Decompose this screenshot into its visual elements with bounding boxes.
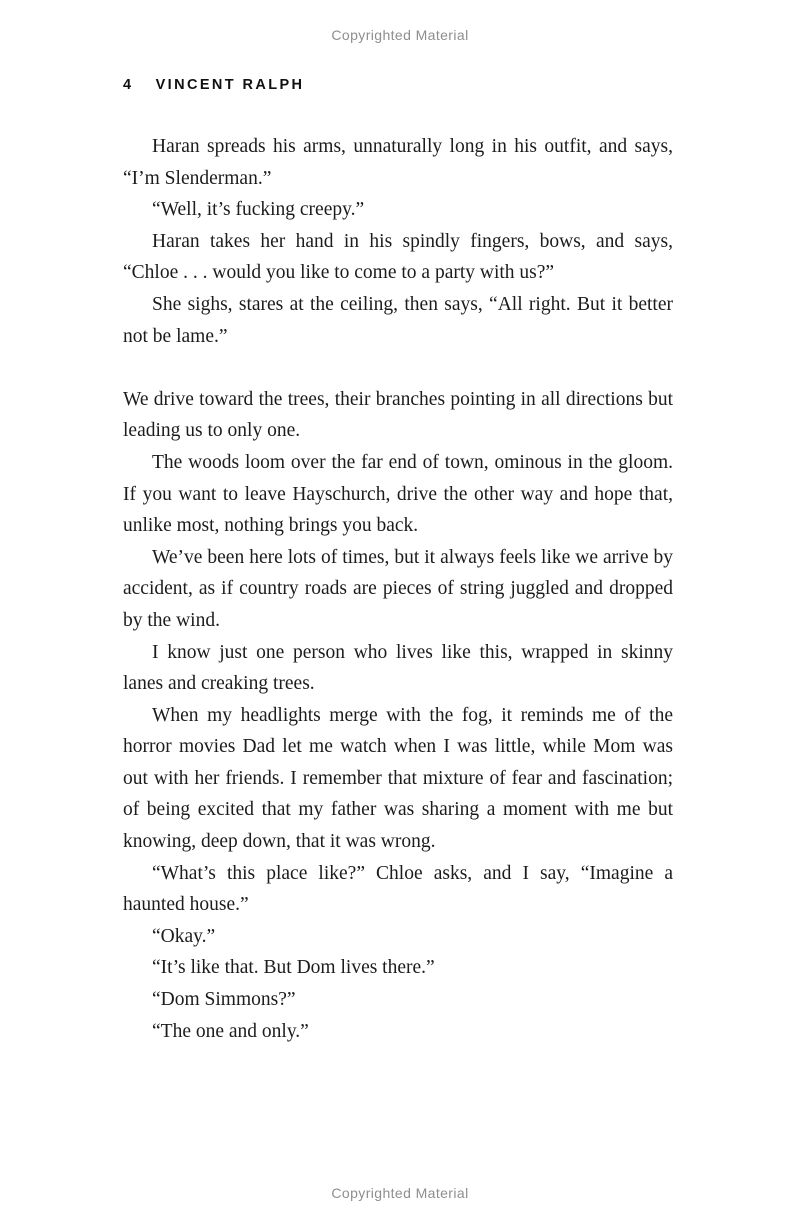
copyright-notice-top: Copyrighted Material [331,27,469,43]
paragraph: Haran spreads his arms, unnaturally long in his outfit, and says, “I’m Slenderman.” [123,136,673,189]
page-body [123,131,673,1047]
paragraph: The woods loom over the far end of town, ominous in the gloom. If you want to leave Hayschurch, drive the other way and hope that, unlike most, nothing brings you back. [123,451,673,537]
paragraph: Haran takes her hand in his spindly fingers, bows, and says, “Chloe . . . would you like to come to a party with us?” [123,230,673,284]
paragraph: “What’s this place like?” Chloe asks, and I say, “Imagine a haunted house.” [123,862,673,916]
paragraph: When my headlights merge with the fog, it reminds me of the horror movies Dad let me watch when I was little, while Mom was out with her friends. I remember that mixture of fear and fascination; of being excited that my father was sharing a moment with me but knowing, deep down, that it was wrong. [123,704,673,853]
paragraph: “Okay.” [152,925,216,947]
copyright-notice-bottom: Copyrighted Material [331,1185,469,1201]
page-number: 4 [123,77,132,93]
running-title: VINCENT RALPH [155,77,305,93]
paragraph: “Well, it’s fucking creepy.” [152,199,365,221]
paragraph: “Dom Simmons?” [152,989,296,1011]
paragraph: I know just one person who lives like this, wrapped in skinny lanes and creaking trees. [123,641,673,695]
paragraph: We’ve been here lots of times, but it always feels like we arrive by accident, as if country roads are pieces of string juggled and dropped by the wind. [123,546,673,631]
paragraph: “The one and only.” [152,1020,309,1042]
page-header [123,77,304,93]
paragraph: We drive toward the trees, their branches pointing in all directions but leading us to only one. [123,388,673,442]
paragraph: She sighs, stares at the ceiling, then says, “All right. But it better not be lame.” [123,293,673,347]
paragraph: “It’s like that. But Dom lives there.” [152,957,435,979]
